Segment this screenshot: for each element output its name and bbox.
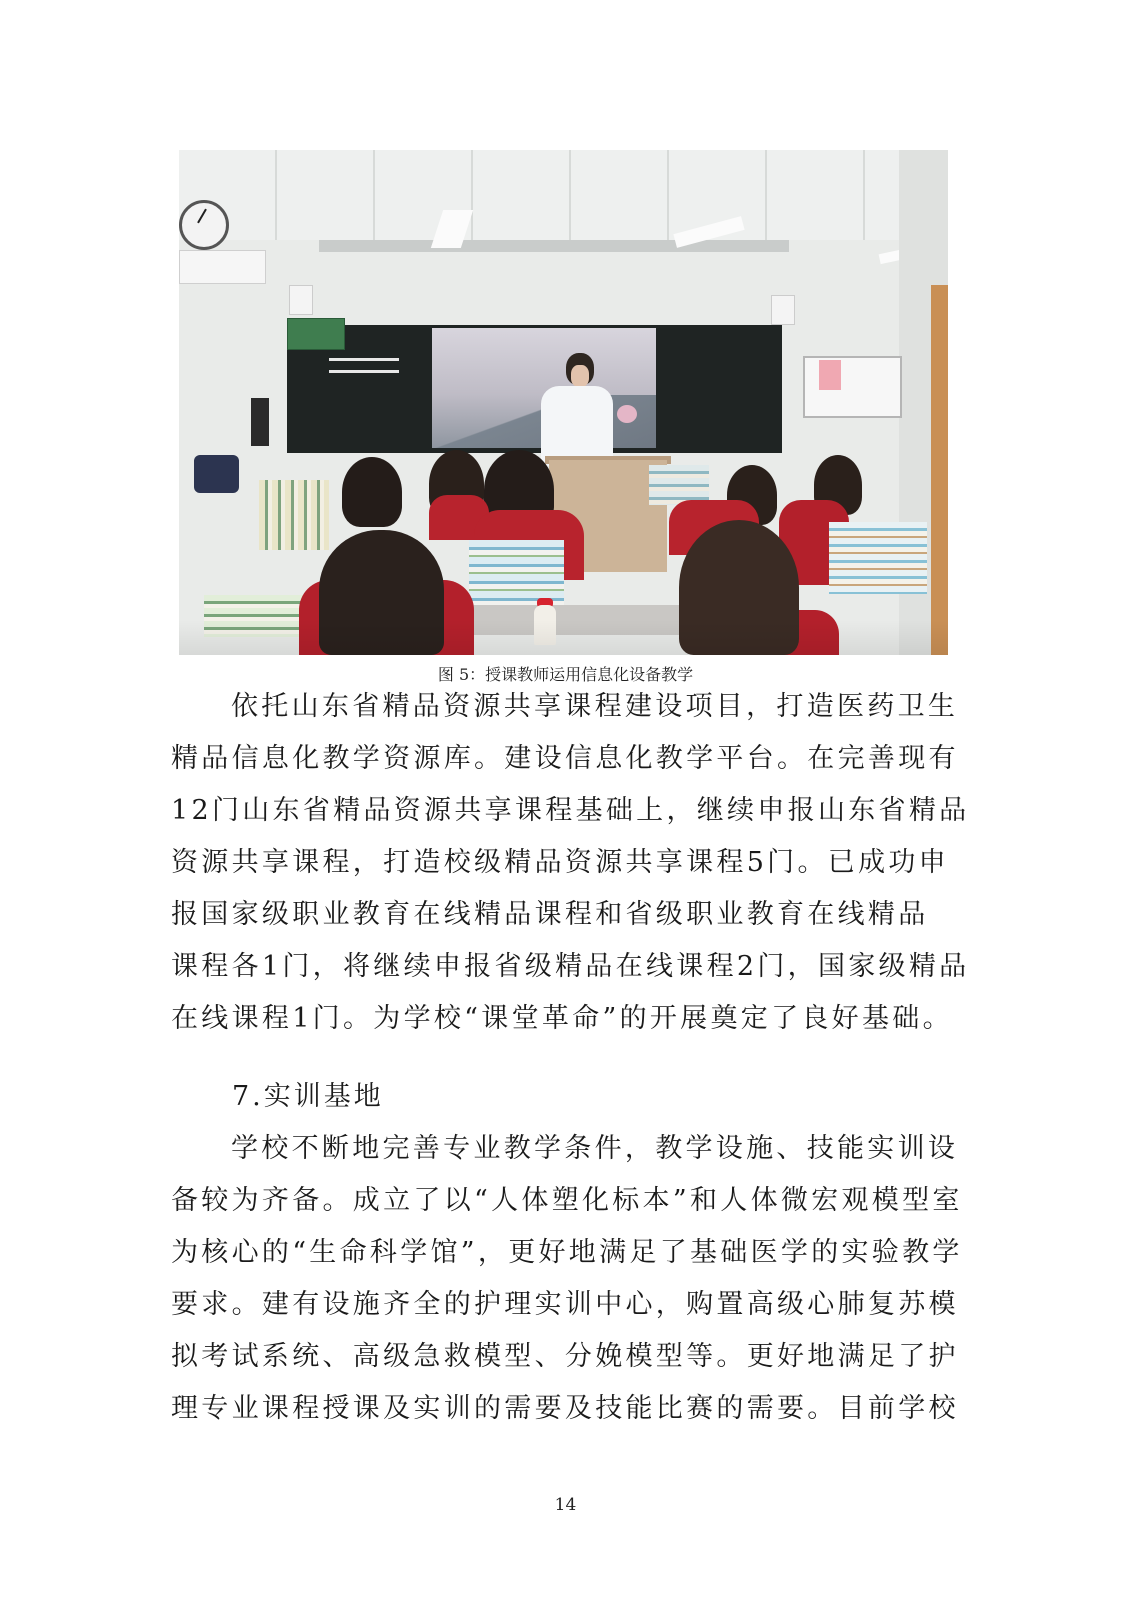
paragraph-info-resources <box>171 681 971 1045</box>
paragraph-line: 12门山东省精品资源共享课程基础上，继续申报山东省精品 <box>171 795 970 826</box>
photo-window-frame <box>931 285 948 655</box>
student <box>342 457 402 527</box>
classroom-photo <box>179 150 948 655</box>
paragraph-line: 为核心的“生命科学馆”，更好地满足了基础医学的实验教学 <box>171 1237 963 1268</box>
photo-ceiling-lines <box>179 150 948 240</box>
book-stack <box>469 540 564 605</box>
wall-clock-icon <box>179 200 229 250</box>
chalk-writing <box>329 358 399 361</box>
photo-floor-shade <box>179 620 948 655</box>
paragraph-line: 精品信息化教学资源库。建设信息化教学平台。在完善现有 <box>171 743 959 774</box>
book-stack <box>649 465 709 505</box>
screen-lotus <box>617 405 637 423</box>
hanging-bag <box>194 455 239 493</box>
wall-whiteboard <box>803 356 902 418</box>
floor-speaker <box>251 398 269 446</box>
chalk-writing <box>329 370 399 373</box>
wall-speaker <box>289 285 313 315</box>
book-stack <box>259 480 329 550</box>
paragraph-line: 依托山东省精品资源共享课程建设项目，打造医药卫生 <box>231 691 959 722</box>
paragraph-line: 在线课程1门。为学校“课堂革命”的开展奠定了良好基础。 <box>171 1003 953 1034</box>
teacher-white-coat <box>541 386 613 466</box>
paragraph-line: 学校不断地完善专业教学条件，教学设施、技能实训设 <box>231 1133 959 1164</box>
board-poster <box>287 318 345 350</box>
paragraph-line: 课程各1门，将继续申报省级精品在线课程2门，国家级精品 <box>171 951 970 982</box>
book-stack <box>829 522 927 594</box>
paragraph-line: 资源共享课程，打造校级精品资源共享课程5门。已成功申 <box>171 847 949 878</box>
photo-light-rail <box>319 240 789 252</box>
section-heading: 7.实训基地 <box>232 1081 384 1112</box>
wall-speaker <box>771 295 795 325</box>
air-conditioner <box>179 250 266 284</box>
paragraph-training-base <box>171 1123 971 1435</box>
whiteboard-note <box>819 360 841 390</box>
paragraph-line: 要求。建有设施齐全的护理实训中心，购置高级心肺复苏模 <box>171 1289 959 1320</box>
paragraph-line: 理专业课程授课及实训的需要及技能比赛的需要。目前学校 <box>171 1393 959 1424</box>
figure-caption: 图 5：授课教师运用信息化设备教学 <box>437 665 694 684</box>
page-number: 14 <box>554 1495 577 1515</box>
paragraph-line: 备较为齐备。成立了以“人体塑化标本”和人体微宏观模型室 <box>171 1185 963 1216</box>
paragraph-line: 报国家级职业教育在线精品课程和省级职业教育在线精品 <box>171 899 929 930</box>
paragraph-line: 拟考试系统、高级急救模型、分娩模型等。更好地满足了护 <box>171 1341 959 1372</box>
teacher-face <box>571 365 589 387</box>
